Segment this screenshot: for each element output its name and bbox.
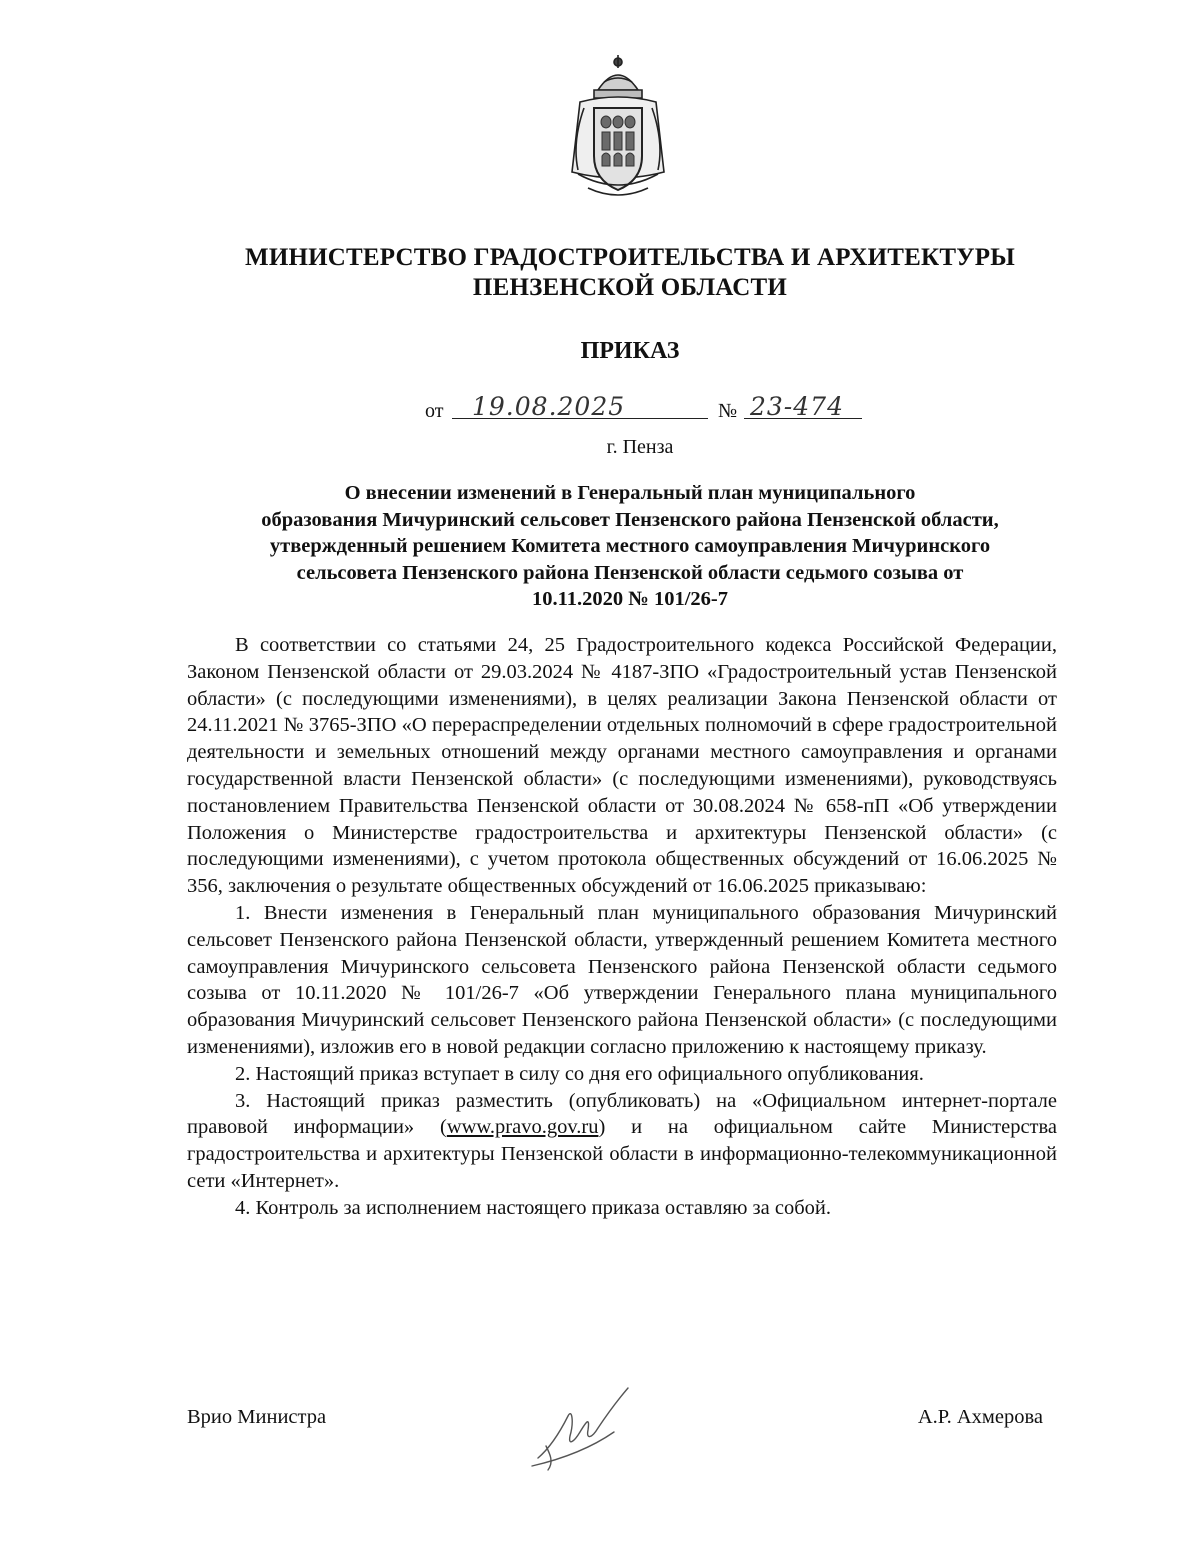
order-item-1: 1. Внести изменения в Генеральный план муниципального образования Мичуринский сельсовет Пензенского района Пензенской области, утвержденный решением Комитета местного самоуправления Мичуринского сельсовета Пензенского района Пензенской области седьмого созыва от 10.11.2020 № 101/26-7 «Об утверждении Генерального плана муниципального образования Мичуринский сельсовет Пензенского района Пензенской области» (с последующими изменениями), изложив его в новой редакции согласно приложению к настоящему приказу.: [187, 901, 1057, 1058]
coat-of-arms-emblem: [560, 52, 676, 202]
signature-block: [0, 1370, 1200, 1500]
subject-line: О внесении изменений в Генеральный план муниципального: [344, 482, 916, 504]
order-date: 19.08.2025: [452, 392, 708, 419]
signatory-name: А.Р. Ахмерова: [917, 1406, 1043, 1428]
order-body: [187, 632, 1057, 1222]
handwritten-signature: [528, 1376, 640, 1476]
pravo-gov-link[interactable]: www.pravo.gov.ru: [446, 1116, 599, 1139]
signatory-position: Врио Министра: [187, 1406, 327, 1428]
order-item-3-text-start: 3. Настоящий приказ разместить (опубликовать) на «Официальном интернет-портале правовой информации» (: [187, 1089, 1057, 1139]
ministry-name-line2: ПЕНЗЕНСКОЙ ОБЛАСТИ: [472, 274, 788, 301]
subject-line: утвержденный решением Комитета местного самоуправления Мичуринского: [269, 535, 991, 557]
order-item-3: [187, 1088, 1057, 1195]
city-of-issue: г. Пенза: [606, 436, 674, 458]
subject-line: сельсовета Пензенского района Пензенской области седьмого созыва от: [296, 561, 964, 584]
order-subject: [160, 480, 1100, 613]
subject-line: образования Мичуринский сельсовет Пензенского района Пензенской области,: [261, 508, 999, 531]
ministry-name-line1: МИНИСТЕРСТВО ГРАДОСТРОИТЕЛЬСТВА И АРХИТЕКТУРЫ: [245, 244, 1015, 271]
order-date-number-line: [0, 392, 1200, 428]
order-number: 23-474: [744, 392, 862, 419]
preamble-paragraph: В соответствии со статьями 24, 25 Градостроительного кодекса Российской Федерации, Законом Пензенской области от 29.03.2024 № 4187-ЗПО «Градостроительный устав Пензенской области» (с последующими изменениями), в целях реализации Закона Пензенской области от 24.11.2021 № 3765-ЗПО «О перераспределении отдельных полномочий в сфере градостроительной деятельности и земельных отношений между органами местного самоуправления и органами государственной власти Пензенской области» (с последующими изменениями), руководствуясь постановлением Правительства Пензенской области от 30.08.2024 № 658-пП «Об утверждении Положения о Министерстве градостроительства и архитектуры Пензенской области» (с последующими изменениями), с учетом протокола общественных обсуждений от 16.06.2025 № 356, заключения о результате общественных обсуждений от 16.06.2025 приказываю:: [187, 634, 1057, 898]
date-prefix: от: [425, 400, 444, 422]
document-type-title: ПРИКАЗ: [580, 338, 680, 364]
ministry-name: [140, 243, 1120, 303]
order-item-2: 2. Настоящий приказ вступает в силу со дня его официального опубликования.: [235, 1062, 924, 1085]
order-item-4: 4. Контроль за исполнением настоящего приказа оставляю за собой.: [235, 1196, 831, 1219]
number-prefix: №: [718, 400, 738, 422]
subject-line: 10.11.2020 № 101/26-7: [532, 588, 728, 610]
order-item-3-text-end: ) и на официальном сайте Министерства градостроительства и архитектуры Пензенской области в информационно-телекоммуникационной сети «Интернет».: [187, 1116, 1058, 1192]
